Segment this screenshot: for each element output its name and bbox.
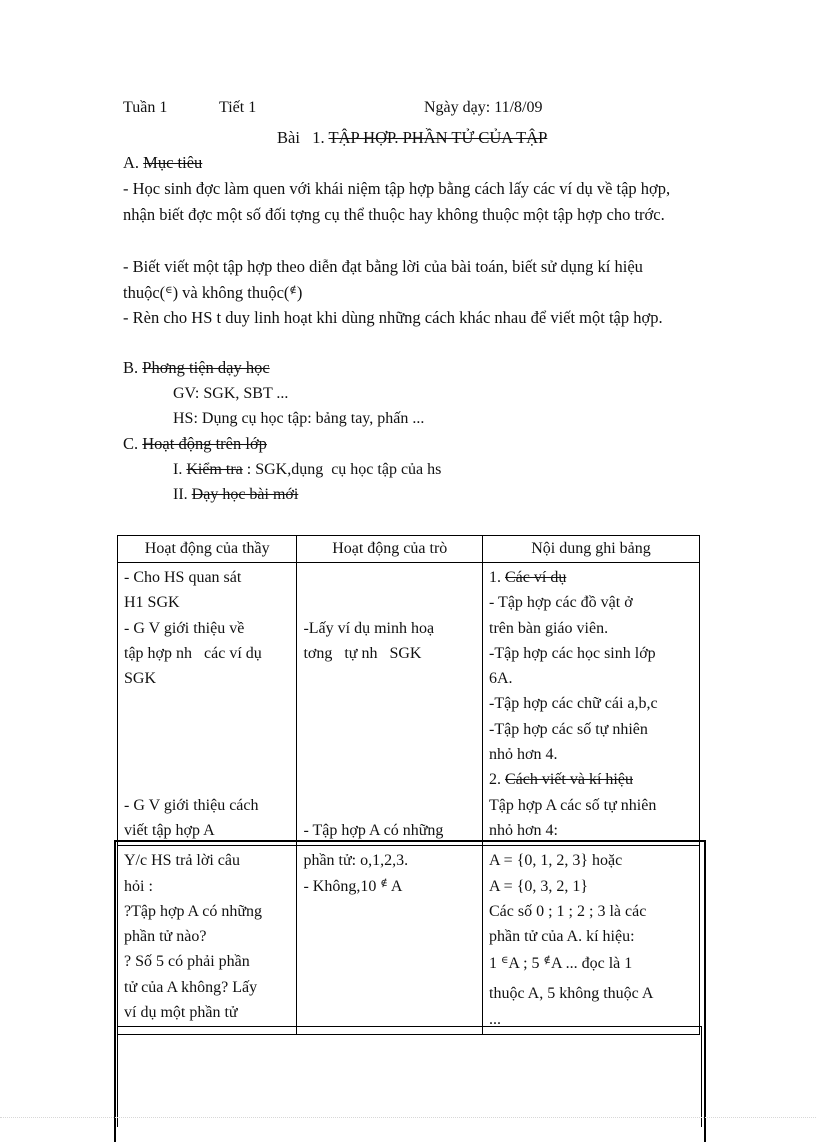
board-line: ... xyxy=(489,1010,501,1028)
objective-2-text-c: ) xyxy=(296,282,303,302)
board-line: -Tập hợp các số tự nhiên xyxy=(489,720,648,738)
header-board: Nội dung ghi bảng xyxy=(483,536,700,563)
spacer xyxy=(303,691,476,716)
section-a-title: Mục tiêu xyxy=(143,153,203,172)
board-line: thuộc A, 5 không thuộc A xyxy=(489,985,654,1003)
element-of-symbol: ∈ xyxy=(165,284,173,296)
section-c-title: Hoạt động trên lớp xyxy=(142,434,267,453)
lesson-title xyxy=(277,128,547,148)
board-text: A ... đọc là 1 xyxy=(550,955,633,973)
lesson-prefix: Bài 1. xyxy=(277,128,325,147)
table-row xyxy=(118,563,700,846)
empty-table-row xyxy=(117,1026,702,1127)
not-element-of-symbol: ∉ xyxy=(380,877,388,889)
board-line: nhỏ hơn 4: xyxy=(489,821,558,839)
board-cell-1 xyxy=(483,563,700,846)
board-line: A = {0, 1, 2, 3} hoặc xyxy=(489,852,623,870)
teaching-date: Ngày dạy: 11/8/09 xyxy=(424,99,543,116)
not-element-of-symbol: ∉ xyxy=(289,284,297,296)
board-text: A ; 5 xyxy=(508,955,544,973)
element-of-symbol: ∈ xyxy=(501,955,509,967)
board-line: Các số 0 ; 1 ; 2 ; 3 là các xyxy=(489,902,647,920)
objective-2 xyxy=(123,254,693,308)
board-heading-notation xyxy=(489,767,693,792)
spacer xyxy=(303,767,476,792)
board-line: nhỏ hơn 4. xyxy=(489,746,558,764)
teacher-line: tập hợp nh các ví dụ xyxy=(124,644,262,662)
teacher-line: tử của A không? Lấy xyxy=(124,978,258,996)
spacer xyxy=(303,742,476,767)
student-line: -Lấy ví dụ minh hoạ xyxy=(303,619,435,637)
board-text: 1 xyxy=(489,955,501,973)
teacher-line: H1 SGK xyxy=(124,594,180,612)
teacher-line: hỏi : xyxy=(124,877,153,895)
not-element-of-symbol: ∉ xyxy=(543,955,551,967)
spacer xyxy=(303,565,476,590)
section-c-heading xyxy=(123,434,267,454)
spacer xyxy=(303,793,476,818)
board-heading-num: 2. xyxy=(489,771,501,789)
week-label: Tuần 1 xyxy=(123,99,168,116)
teacher-line: phần tử nào? xyxy=(124,928,207,946)
section-c-label: C. xyxy=(123,434,139,453)
section-a-label: A. xyxy=(123,153,140,172)
new-lesson-title: Dạy học bài mới xyxy=(191,486,299,503)
objective-3: - Rèn cho HS t duy linh hoạt khi dùng những cách khác nhau để viết một tập hợp. xyxy=(123,308,663,327)
spacer xyxy=(303,590,476,615)
spacer xyxy=(124,767,290,792)
board-line: A = {0, 3, 2, 1} xyxy=(489,877,589,895)
teacher-line: ? Số 5 có phải phần xyxy=(124,953,250,971)
student-line: - Tập hợp A có những xyxy=(303,821,444,839)
objective-1: - Học sinh đợc làm quen với khái niệm tập hợp bằng cách lấy các ví dụ về tập hợp, nhận biết đợc một số đối tợng cụ thể thuộc hay không thuộc một tập hợp cho trớc. xyxy=(123,179,671,224)
check-label: I. xyxy=(173,461,183,478)
teacher-line: ?Tập hợp A có những xyxy=(124,902,262,920)
board-line: trên bàn giáo viên. xyxy=(489,619,609,637)
check-title: Kiểm tra xyxy=(186,461,243,478)
teacher-materials: GV: SGK, SBT ... xyxy=(173,385,289,402)
objective-2-text: - Biết viết một tập hợp theo diễn đạt bằng lời của bài toán, biết sử dụng kí hiệu thuộc( xyxy=(123,257,643,302)
spacer xyxy=(303,717,476,742)
board-line: - Tập hợp các đồ vật ở xyxy=(489,594,633,612)
check-text: : SGK,dụng cụ học tập của hs xyxy=(242,461,442,478)
teacher-cell-1 xyxy=(118,563,297,846)
student-line: tơng tự nh SGK xyxy=(303,644,422,662)
check-section xyxy=(173,460,441,480)
student-text: A xyxy=(387,877,403,895)
student-cell-1 xyxy=(297,563,483,846)
spacer xyxy=(124,742,290,767)
board-heading-num: 1. xyxy=(489,569,501,586)
table-header-row xyxy=(118,536,700,563)
student-materials: HS: Dụng cụ học tập: bảng tay, phấn ... xyxy=(173,410,425,427)
section-b-heading xyxy=(123,358,270,378)
section-a-heading xyxy=(123,153,202,173)
student-line: phần tử: o,1,2,3. xyxy=(303,852,409,870)
period-label: Tiết 1 xyxy=(219,99,257,116)
section-b-title: Phơng tiện dạy học xyxy=(142,358,270,377)
board-heading-examples xyxy=(489,565,693,590)
header-student: Hoạt động của trò xyxy=(297,536,483,563)
page-edge-dots xyxy=(0,1117,816,1119)
board-line: -Tập hợp các chữ cái a,b,c xyxy=(489,695,658,713)
teacher-line: - Cho HS quan sát xyxy=(124,569,242,586)
student-text: - Không,10 xyxy=(303,877,381,895)
spacer xyxy=(124,691,290,716)
objective-2-text-b: ) và không thuộc( xyxy=(172,282,290,302)
teacher-line: SGK xyxy=(124,670,157,688)
board-line: phần tử của A. kí hiệu: xyxy=(489,928,635,946)
board-line: 6A. xyxy=(489,670,513,688)
section-b-label: B. xyxy=(123,358,139,377)
board-line: Tập hợp A các số tự nhiên xyxy=(489,796,657,814)
board-heading-text: Các ví dụ xyxy=(505,569,567,586)
spacer xyxy=(124,717,290,742)
new-lesson-section xyxy=(173,485,298,505)
teacher-line: ví dụ một phần tử xyxy=(124,1004,238,1022)
teacher-line: - G V giới thiệu cách xyxy=(124,796,259,814)
teacher-line: - G V giới thiệu về xyxy=(124,619,245,637)
teacher-line: Y/c HS trả lời câu xyxy=(124,852,240,870)
lesson-title-text: TẬP HỢP. PHẦN TỬ CỦA TẬP xyxy=(328,128,548,147)
new-lesson-label: II. xyxy=(173,486,188,503)
spacer xyxy=(303,666,476,691)
board-heading-text: Cách viết và kí hiệu xyxy=(505,771,633,789)
header-teacher: Hoạt động của thầy xyxy=(118,536,297,563)
board-line: -Tập hợp các học sinh lớp xyxy=(489,644,656,662)
teacher-line: viết tập hợp A xyxy=(124,821,215,839)
